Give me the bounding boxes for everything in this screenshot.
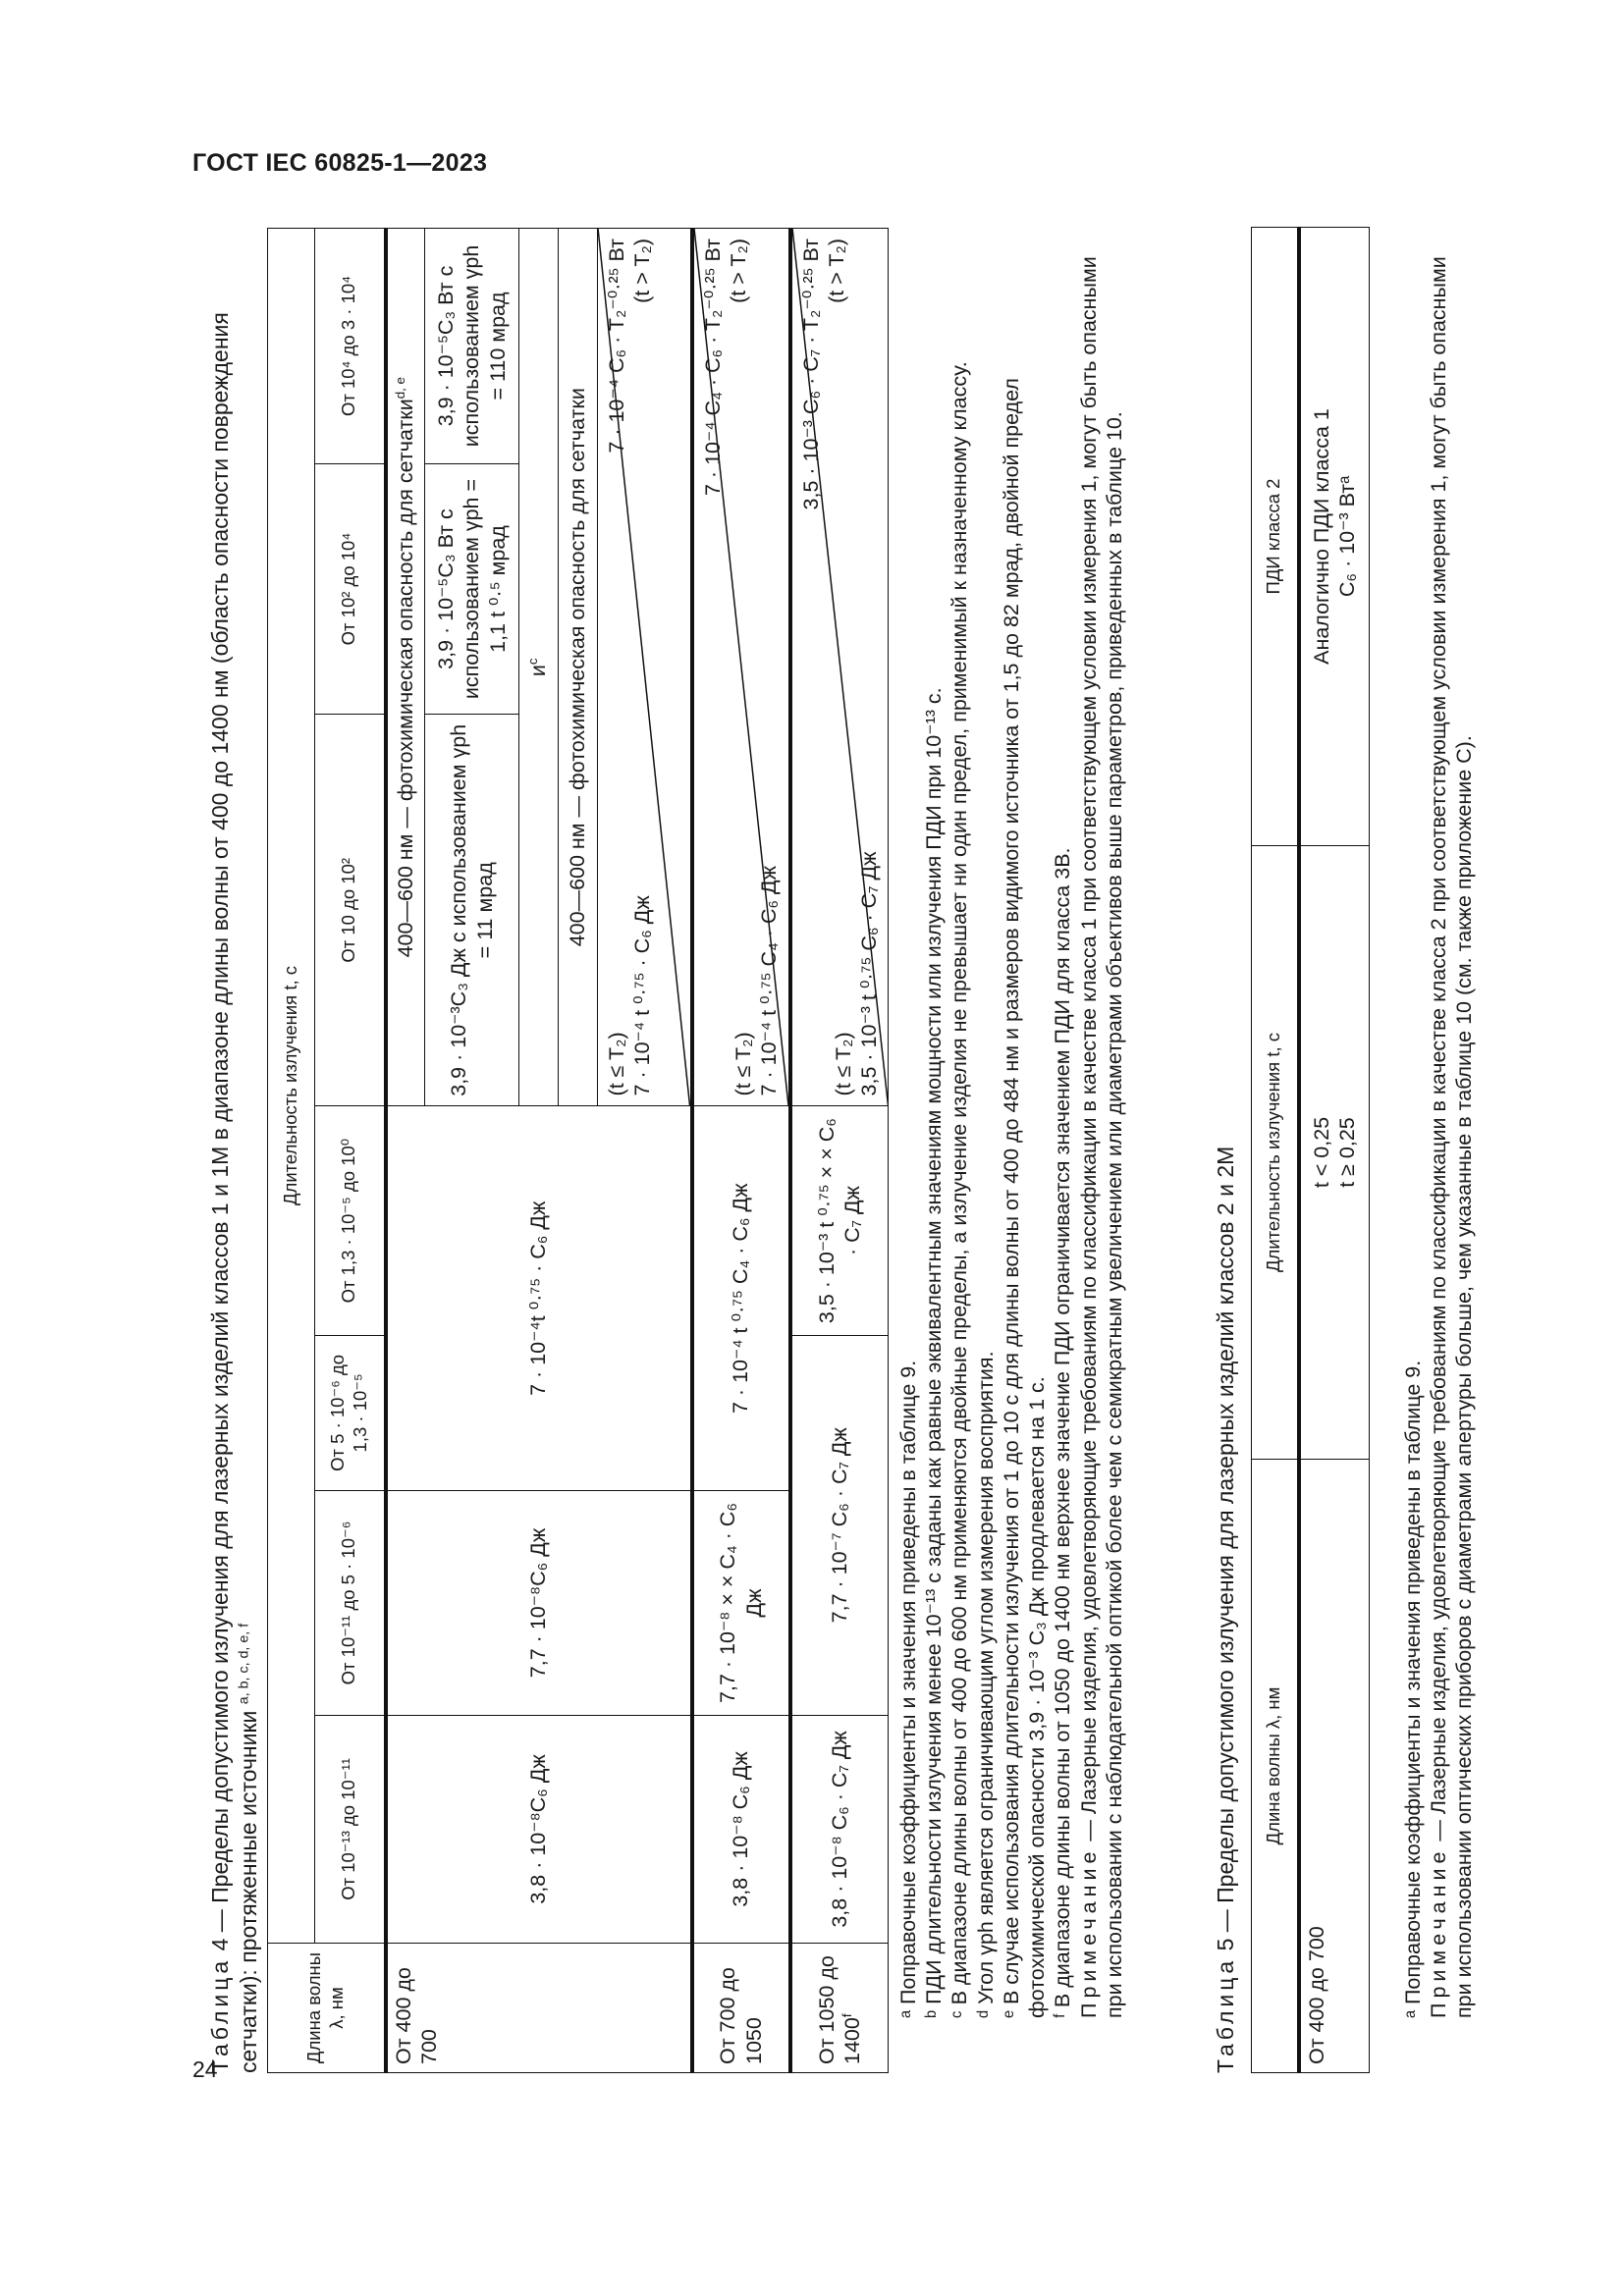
t1-left-cond: (t ≤ T₂) [605,1032,628,1096]
t5-duration-1: t < 0,25 [1310,1116,1334,1189]
t5-col-wavelength: Длина волны λ, нм [1252,1460,1299,2073]
row1-label: От 400 до 700 [386,1944,692,2073]
duration-col-4: От 1,3 · 10⁻⁵ до 10⁰ [315,1106,386,1335]
row2-c2: 7,7 · 10⁻⁸ × × C₄ · C₆ Дж [692,1491,790,1716]
and-row [519,229,559,1106]
row2-c34: 7 · 10⁻⁴ t ⁰·⁷⁵ C₄ · C₆ Дж [692,1106,790,1491]
table4-note [1076,228,1127,2073]
table4-caption [206,238,263,2073]
table5-notes [1400,228,1478,2073]
photo2-heading: 400—600 нм — фотохимическая опасность для сетчатки [559,229,598,1106]
t2-right-cond: (t > T₂) [726,239,750,303]
t3-right-val: 3,5 · 10⁻³ C₆ · C₇ · T₂⁻⁰·²⁵ Вт [798,239,823,510]
t5-limit-2: C₆ · 10⁻³ Втᵃ [1335,475,1360,598]
table4-note-text: — Лазерные изделия, удовлетворяющие требованиям по классификации в качестве класса 1 при соответствующем условии измерения 1, могут быть опасными при использовании с наблюдательной оптикой более чем с семикратным увеличением или диаметрами объективов выше параметров, приведенных в таблице 10. [1076,256,1126,2018]
table5 [1251,227,1370,2073]
row3-c1: 3,8 · 10⁻⁸ C₆ · C₇ Дж [790,1715,889,1943]
t5-row-limit [1299,228,1370,846]
row3-c23: 7,7 · 10⁻⁷ C₆ · C₇ Дж [790,1335,889,1715]
t5-col-limit: ПДИ класса 2 [1252,228,1299,846]
duration-col-2: От 10⁻¹¹ до 5 · 10⁻⁶ [315,1491,386,1716]
t1-right-cond: (t > T₂) [630,239,655,303]
col-wavelength-header: Длина волны λ, нм [268,1944,386,2073]
t5-row-duration [1299,846,1370,1460]
photo1-heading [386,229,425,1106]
duration-col-3: От 5 · 10⁻⁶ до 1,3 · 10⁻⁵ [315,1335,386,1490]
photo-limit-3: 3,9 · 10⁻⁵C₃ Вт с использованием γph = 110 мрад [425,229,519,464]
photo1-sup: d, e [393,377,408,400]
row3-label-text: От 1050 до 1400 [814,1955,865,2064]
row3-label [790,1944,889,2073]
table4-caption-sup: a, b, c, d, e, f [236,1623,252,1705]
table5-caption-label: Таблица [1213,1956,1238,2073]
thermal-cell-2 [692,229,790,1106]
t3-left-cond: (t ≤ T₂) [831,1032,855,1096]
footnote-c: ᶜ В диапазоне длины волны от 400 до 600 нм применяются двойные пределы, а излучение изделия не превышает ни один предел, применимый к назначенному классу. [947,361,972,2018]
t3-left-val: 3,5 · 10⁻³ t ⁰·⁷⁵ C₆ · C₇ Дж [856,851,881,1096]
thermal-cell-3 [790,229,889,1106]
table5-note-text: — Лазерные изделия, удовлетворяющие требованиям по классификации в качестве класса 2 при соответствующем условии измерения 1, могут быть опасными при использовании оптических приборов с диаметрами апертуры больше, чем указанные в таблице 10 (см. также приложение С). [1427,256,1477,2018]
and-text: и [526,665,551,677]
footnote-e: ᵉ В случае использования длительности излучения от 1 до 10 с для длины волны от 400 до 484 нм и размеров видимого источника от 1,5 до 82 мрад, двойной предел фотохимической опасности 3,9 · 10⁻³ C₃ Дж продлевается на 1 с. [999,378,1050,2018]
duration-col-6: От 10² до 10⁴ [315,463,386,714]
photo-limit-1: 3,9 · 10⁻³C₃ Дж с использованием γph = 11 мрад [425,715,519,1106]
t5-col-duration: Длительность излучения t, с [1252,846,1299,1460]
t5-duration-2: t ≥ 0,25 [1335,1117,1360,1188]
t2-right-val: 7 · 10⁻⁴ C₄ · C₆ · T₂⁻⁰·²⁵ Вт [700,239,725,496]
t2-left-val: 7 · 10⁻⁴ t ⁰·⁷⁵ C₄ · C₆ Дж [757,866,782,1096]
table4-caption-label: Таблица [207,1956,233,2073]
table4-note-label: Примечание [1076,1846,1101,2018]
t5-row-wavelength: От 400 до 700 [1299,1460,1370,2073]
photo-limit-2: 3,9 · 10⁻⁵C₃ Вт с использованием γph = 1,1 t ⁰·⁵ мрад [425,463,519,714]
table5-caption-text: 5 — Пределы допустимого излучения для лазерных изделий классов 2 и 2М [1213,1146,1238,1957]
row3-label-sup: f [839,2013,855,2018]
row2-c1: 3,8 · 10⁻⁸ C₆ Дж [692,1715,790,1943]
thermal-cell-1 [598,229,692,1106]
t1-left-val: 7 · 10⁻⁴ t ⁰·⁷⁵ · C₆ Дж [630,895,655,1096]
t2-left-cond: (t ≤ T₂) [731,1032,756,1096]
footnote-b: ᵇ ПДИ длительности излучения менее 10⁻¹³ с заданы как равные эквивалентным значениям мощности или излучения ПДИ при 10⁻¹³ с. [922,687,947,2018]
t5-footnote-a: ᵃ Поправочные коэффициенты и значения приведены в таблице 9. [1401,1360,1425,2018]
table5-note [1426,228,1477,2073]
footnote-a: ᵃ Поправочные коэффициенты и значения приведены в таблице 9. [896,1360,920,2018]
t3-right-cond: (t > T₂) [824,239,848,303]
table4-caption-text: 4 — Пределы допустимого излучения для лазерных изделий классов 1 и 1М в диапазоне длины волны от 400 до 1400 нм (область опасности повреждения сетчатки): протяженные источники [207,312,261,2073]
and-sup: c [525,658,541,666]
photo1-text: 400—600 нм — фотохимическая опасность для сетчатки [394,399,418,958]
footnote-f: ᶠ В диапазоне длины волны от 1050 до 1400 нм верхнее значение ПДИ ограничивается значением ПДИ для класса 3В. [1051,847,1075,2018]
table5-caption [1212,238,1240,2073]
duration-col-1: От 10⁻¹³ до 10⁻¹¹ [315,1715,386,1943]
footnote-d: ᵈ Угол γph является ограничивающим углом измерения восприятия. [973,1351,998,2018]
duration-col-5: От 10 до 10² [315,715,386,1106]
row1-c2: 7,7 · 10⁻⁸C₆ Дж [386,1491,692,1716]
duration-col-7: От 10⁴ до 3 · 10⁴ [315,229,386,464]
table4 [267,228,889,2073]
col-duration-header: Длительность излучения t, с [268,229,315,1944]
row1-c34: 7 · 10⁻⁴t ⁰·⁷⁵ · C₆ Дж [386,1106,692,1491]
page-header: ГОСТ IEC 60825-1—2023 [192,149,488,177]
row2-label: От 700 до 1050 [692,1944,790,2073]
rotated-content [206,228,1512,2073]
row1-c1: 3,8 · 10⁻⁸C₆ Дж [386,1715,692,1943]
row3-c4: 3,5 · 10⁻³ t ⁰·⁷⁵ × × C₆ · C₇ Дж [790,1106,889,1335]
t5-limit-1: Аналогично ПДИ класса 1 [1310,408,1334,665]
table4-notes [895,228,1127,2073]
t1-right-val: 7 · 10⁻⁴ C₆ · T₂⁻⁰·²⁵ Вт [605,239,628,454]
page-number: 24 [192,2056,218,2082]
table5-note-label: Примечание [1427,1846,1451,2018]
